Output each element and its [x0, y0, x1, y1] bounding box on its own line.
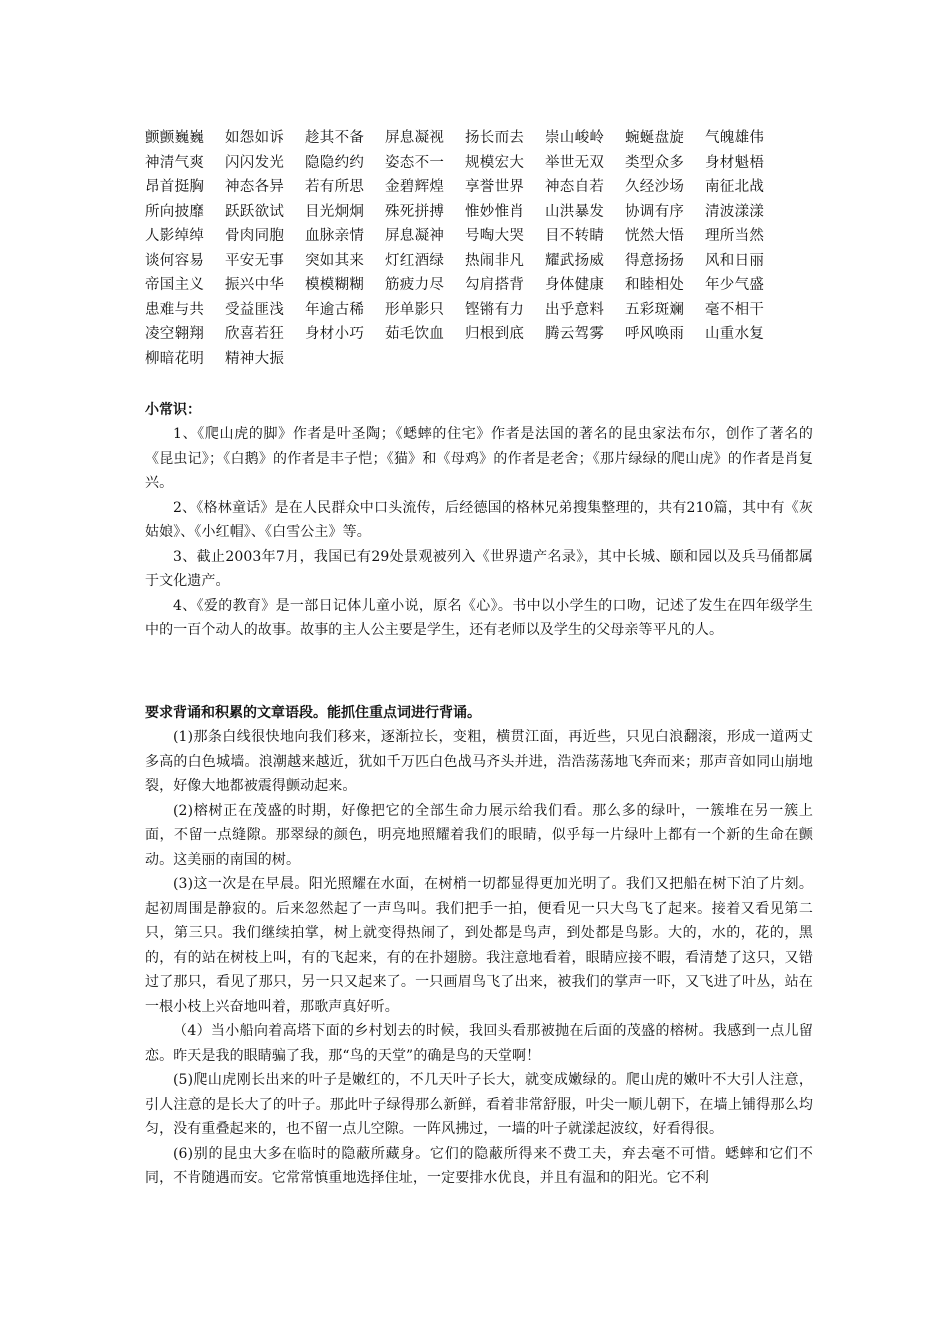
- idiom-item: 气魄雄伟: [705, 130, 765, 146]
- idiom-item: 屏息凝神: [385, 228, 445, 244]
- idiom-item: 姿态不一: [385, 154, 445, 171]
- recite-passage: (6)别的昆虫大多在临时的隐蔽所藏身。它们的隐蔽所得来不费工夫，弃去毫不可惜。蟋蟀和它们不同，不肯随遇而安。它常常慎重地选择住址，一定要排水优良，并且有温和的阳光。它不利: [145, 1145, 813, 1186]
- idiom-item: 得意扬扬: [625, 252, 685, 269]
- idiom-item: 昂首挺胸: [145, 179, 205, 195]
- idiom-item: 号啕大哭: [465, 228, 525, 244]
- recite-passage: （4）当小船向着高塔下面的乡村划去的时候，我回头看那被抛在后面的茂盛的榕树。我感到一点儿留恋。昨天是我的眼睛骗了我，那“鸟的天堂”的确是鸟的天堂啊！: [145, 1023, 813, 1064]
- idiom-item: 金碧辉煌: [385, 179, 445, 195]
- idiom-item: 出乎意料: [545, 301, 605, 318]
- idiom-item: 铿锵有力: [465, 301, 525, 318]
- idiom-item: 平安无事: [225, 252, 285, 269]
- knowledge-section: [145, 398, 813, 643]
- knowledge-item: 3、截止2003年7月，我国已有29处景观被列入《世界遗产名录》，其中长城、颐和园以及兵马俑都属于文化遗产。: [145, 548, 813, 589]
- idiom-item: 恍然大悟: [625, 228, 685, 244]
- recite-passage: (2)榕树正在茂盛的时期，好像把它的全部生命力展示给我们看。那么多的绿叶，一簇堆在另一簇上面，不留一点缝隙。那翠绿的颜色，明亮地照耀着我们的眼睛，似乎每一片绿叶上都有一个新的生命在颤动。这美丽的南国的树。: [145, 802, 813, 868]
- idiom-item: 神清气爽: [145, 154, 205, 171]
- idiom-item: 理所当然: [705, 228, 765, 244]
- recite-section: [145, 701, 813, 1191]
- knowledge-title: 小常识：: [145, 402, 201, 418]
- idiom-item: 热闹非凡: [465, 252, 525, 269]
- idiom-item: 呼风唤雨: [625, 326, 685, 342]
- idiom-item: 耀武扬威: [545, 252, 605, 269]
- idiom-item: 举世无双: [545, 154, 605, 171]
- idiom-item: 颤颤巍巍: [145, 130, 205, 146]
- idiom-item: 规模宏大: [465, 154, 525, 171]
- idiom-item: 精神大振: [225, 350, 285, 367]
- idiom-item: 崇山峻岭: [545, 130, 605, 146]
- idiom-item: 和睦相处: [625, 277, 685, 293]
- idiom-item: 振兴中华: [225, 277, 285, 293]
- idiom-item: 所向披靡: [145, 203, 205, 220]
- idiom-item: 形单影只: [385, 301, 445, 318]
- idiom-item: 隐隐约约: [305, 154, 365, 171]
- idiom-item: 勾肩搭背: [465, 277, 525, 293]
- idiom-item: 五彩斑斓: [625, 301, 685, 318]
- recite-passage: (3)这一次是在早晨。阳光照耀在水面，在树梢一切都显得更加光明了。我们又把船在树下泊了片刻。起初周围是静寂的。后来忽然起了一声鸟叫。我们把手一拍，便看见一只大鸟飞了起来。接着又看见第二只，第三只。我们继续拍掌，树上就变得热闹了，到处都是鸟声，到处都是鸟影。大的，水的，花的，黑的，有的站在树枝上叫，有的飞起来，有的在扑翅膀。我注意地看着，眼睛应接不暇，看清楚了这只，又错过了那只，看见了那只，另一只又起来了。一只画眉鸟飞了出来，被我们的掌声一吓，又飞进了叶丛，站在一根小枝上兴奋地叫着，那歌声真好听。: [145, 876, 813, 1015]
- idiom-item: 山洪暴发: [545, 203, 605, 220]
- idiom-item: 蜿蜒盘旋: [625, 130, 685, 146]
- idiom-item: 突如其来: [305, 252, 365, 269]
- idiom-list: [145, 126, 805, 371]
- idiom-item: 南征北战: [705, 179, 765, 195]
- idiom-item: 血脉亲情: [305, 228, 365, 244]
- idiom-item: 惟妙惟肖: [465, 203, 525, 220]
- idiom-item: 灯红酒绿: [385, 252, 445, 269]
- idiom-item: 人影绰绰: [145, 228, 205, 244]
- idiom-item: 骨肉同胞: [225, 228, 285, 244]
- idiom-item: 身材魁梧: [705, 154, 765, 171]
- idiom-item: 风和日丽: [705, 252, 765, 269]
- idiom-item: 身材小巧: [305, 326, 365, 342]
- recite-title: 要求背诵和积累的文章语段。能抓住重点词进行背诵。: [145, 705, 481, 721]
- idiom-item: 帝国主义: [145, 277, 205, 293]
- idiom-item: 谈何容易: [145, 252, 205, 269]
- idiom-item: 年少气盛: [705, 277, 765, 293]
- idiom-item: 茹毛饮血: [385, 326, 445, 342]
- idiom-item: 腾云驾雾: [545, 326, 605, 342]
- knowledge-item: 2、《格林童话》是在人民群众中口头流传，后经德国的格林兄弟搜集整理的，共有210篇，其中有《灰姑娘》、《小红帽》、《白雪公主》等。: [145, 499, 813, 540]
- idiom-item: 协调有序: [625, 203, 685, 220]
- idiom-item: 若有所思: [305, 179, 365, 195]
- idiom-item: 山重水复: [705, 326, 765, 342]
- idiom-item: 闪闪发光: [225, 154, 285, 171]
- idiom-item: 殊死拼搏: [385, 203, 445, 220]
- idiom-item: 身体健康: [545, 277, 605, 293]
- idiom-item: 类型众多: [625, 154, 685, 171]
- idiom-item: 如怨如诉: [225, 130, 285, 146]
- idiom-item: 年逾古稀: [305, 301, 365, 318]
- idiom-item: 归根到底: [465, 326, 525, 342]
- recite-passage: (5)爬山虎刚长出来的叶子是嫩红的，不几天叶子长大，就变成嫩绿的。爬山虎的嫩叶不大引人注意，引人注意的是长大了的叶子。那此叶子绿得那么新鲜，看着非常舒服，叶尖一顺儿朝下，在墙上铺得那么均匀，没有重叠起来的，也不留一点儿空隙。一阵风拂过，一墙的叶子就漾起波纹，好看得很。: [145, 1072, 813, 1137]
- idiom-item: 清波漾漾: [705, 203, 765, 220]
- idiom-item: 神态自若: [545, 179, 605, 195]
- idiom-item: 模模糊糊: [305, 277, 365, 293]
- idiom-item: 享誉世界: [465, 179, 525, 195]
- idiom-item: 趁其不备: [305, 130, 365, 146]
- idiom-item: 久经沙场: [625, 179, 685, 195]
- idiom-item: 目光炯炯: [305, 203, 365, 220]
- idiom-item: 柳暗花明: [145, 350, 205, 367]
- knowledge-item: 4、《爱的教育》是一部日记体儿童小说，原名《心》。书中以小学生的口吻，记述了发生在四年级学生中的一百个动人的故事。故事的主人公主要是学生，还有老师以及学生的父母亲等平凡的人。: [145, 597, 813, 638]
- idiom-item: 筋疲力尽: [385, 277, 445, 293]
- idiom-item: 受益匪浅: [225, 301, 285, 318]
- idiom-item: 屏息凝视: [385, 130, 445, 146]
- idiom-item: 凌空翱翔: [145, 326, 205, 342]
- idiom-item: 神态各异: [225, 179, 285, 195]
- idiom-item: 毫不相干: [705, 301, 765, 318]
- idiom-item: 扬长而去: [465, 130, 525, 146]
- idiom-item: 目不转睛: [545, 228, 605, 244]
- recite-passage: (1)那条白线很快地向我们移来，逐渐拉长，变粗，横贯江面，再近些，只见白浪翻滚，形成一道两丈多高的白色城墙。浪潮越来越近，犹如千万匹白色战马齐头并进，浩浩荡荡地飞奔而来；那声音如同山崩地裂，好像大地都被震得颤动起来。: [145, 729, 813, 794]
- knowledge-item: 1、《爬山虎的脚》作者是叶圣陶；《蟋蟀的住宅》作者是法国的著名的昆虫家法布尔，创作了著名的《昆虫记》；《白鹅》的作者是丰子恺；《猫》和《母鸡》的作者是老舍；《那片绿绿的爬山虎》的作者是肖复兴。: [145, 426, 813, 491]
- idiom-item: 患难与共: [145, 301, 205, 318]
- idiom-item: 跃跃欲试: [225, 203, 285, 220]
- idiom-item: 欣喜若狂: [225, 326, 285, 342]
